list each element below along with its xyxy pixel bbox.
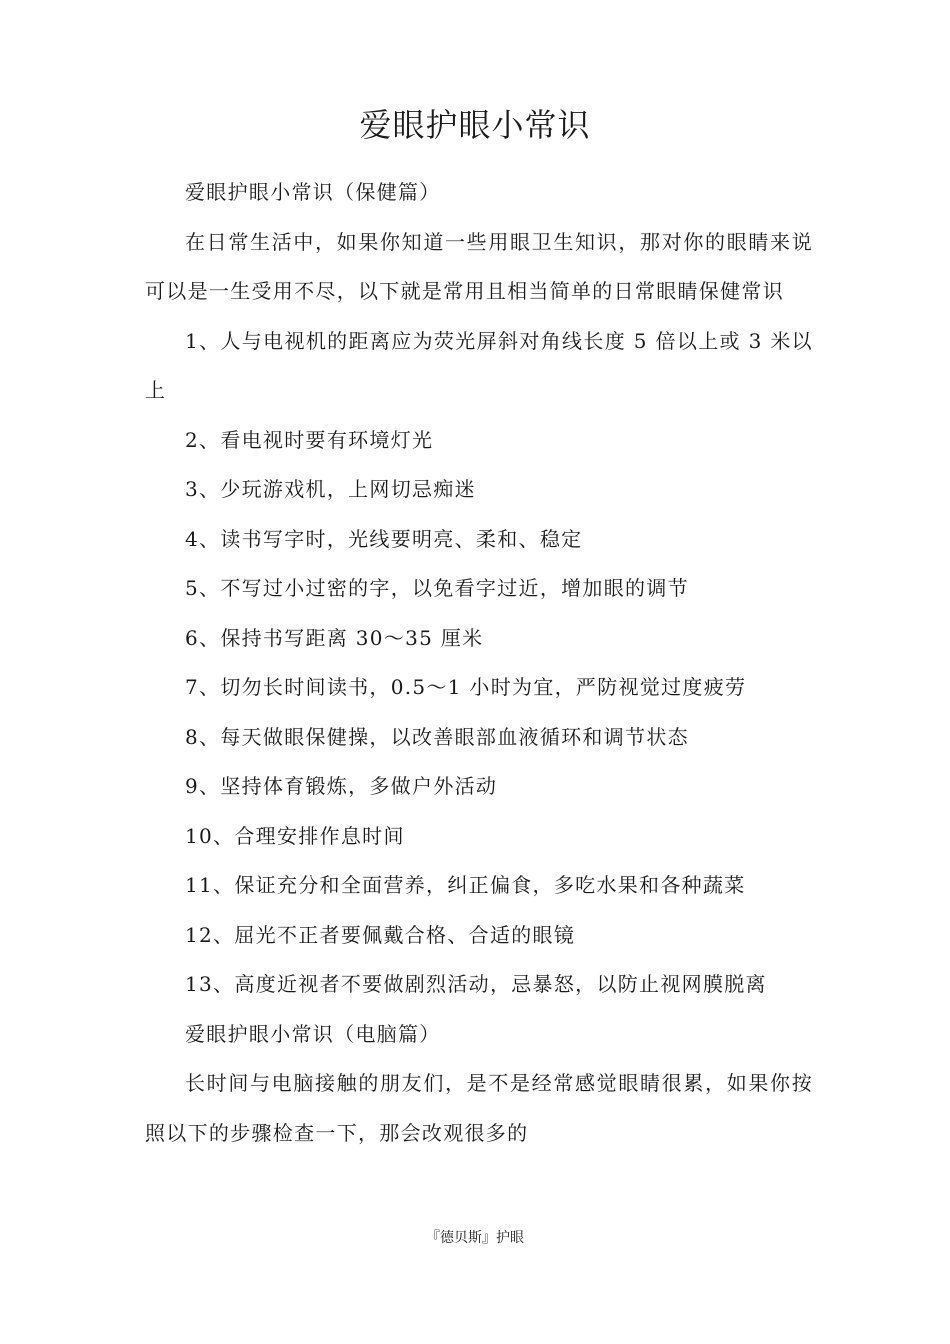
list-item: 8、每天做眼保健操，以改善眼部血液循环和调节状态 xyxy=(185,724,689,749)
page-title: 爱眼护眼小常识 xyxy=(359,106,591,144)
list-item: 11、保证充分和全面营养，纠正偏食，多吃水果和各种蔬菜 xyxy=(185,873,746,897)
list-item: 10、合理安排作息时间 xyxy=(185,823,405,848)
section-heading-health: 爱眼护眼小常识（保健篇） xyxy=(185,180,441,204)
list-item: 9、坚持体育锻炼，多做户外活动 xyxy=(185,774,498,798)
section-heading-computer: 爱眼护眼小常识（电脑篇） xyxy=(185,1021,441,1046)
list-item: 6、保持书写距离 30～35 厘米 xyxy=(185,625,484,650)
list-item: 1、人与电视机的距离应为荧光屏斜对角线长度 5 倍以上或 3 米以上 xyxy=(145,328,813,402)
list-item: 12、屈光不正者要佩戴合格、合适的眼镜 xyxy=(185,922,576,947)
list-item: 5、不写过小过密的字，以免看字过近，增加眼的调节 xyxy=(185,576,689,600)
list-item: 3、少玩游戏机，上网切忌痴迷 xyxy=(185,477,476,501)
list-item: 2、看电视时要有环境灯光 xyxy=(185,427,434,452)
list-item: 13、高度近视者不要做剧烈活动，忌暴怒，以防止视网膜脱离 xyxy=(185,972,767,996)
document-body xyxy=(145,168,813,1158)
page-footer: 『德贝斯』护眼 xyxy=(426,1230,524,1246)
computer-intro-paragraph: 长时间与电脑接触的朋友们，是不是经常感觉眼睛很累，如果你按照以下的步骤检查一下，那会改观很多的 xyxy=(145,1071,813,1145)
list-item: 4、读书写字时，光线要明亮、柔和、稳定 xyxy=(185,526,583,551)
list-item: 7、切勿长时间读书，0.5～1 小时为宜，严防视觉过度疲劳 xyxy=(185,675,747,699)
intro-paragraph: 在日常生活中，如果你知道一些用眼卫生知识，那对你的眼睛来说可以是一生受用不尽，以下就是常用且相当简单的日常眼睛保健常识 xyxy=(145,229,813,303)
